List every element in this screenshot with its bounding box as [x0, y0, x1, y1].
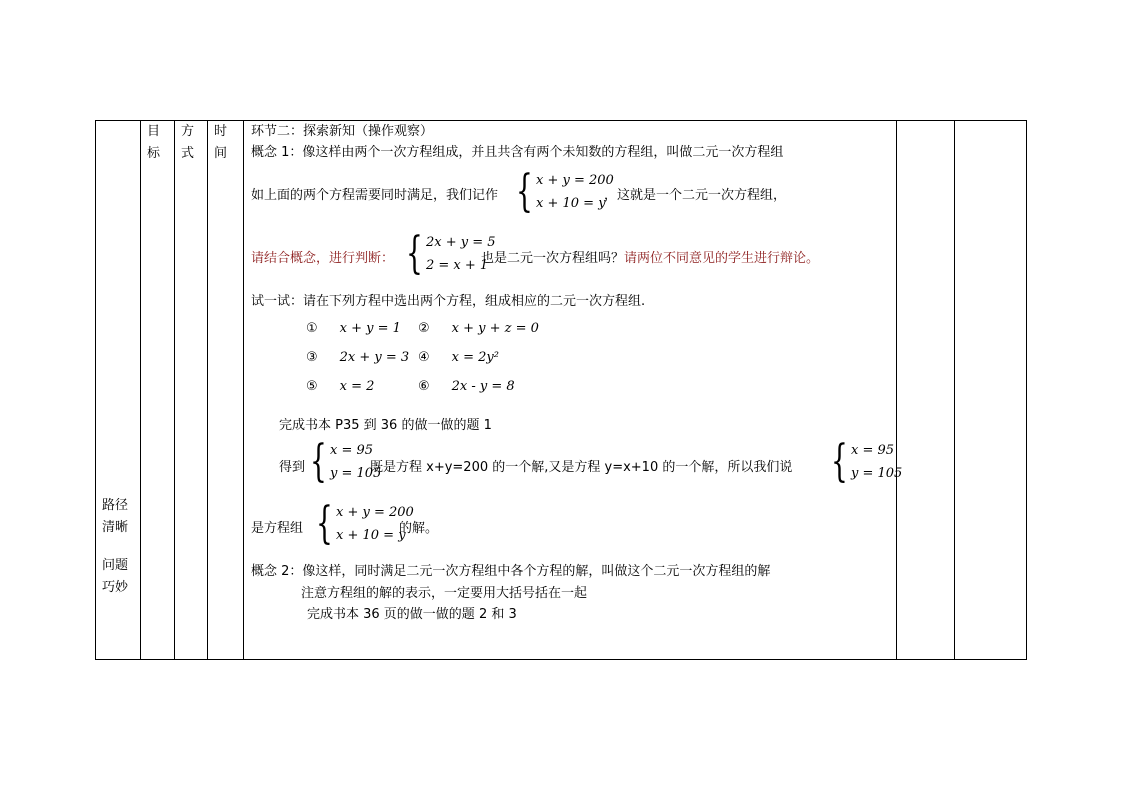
equation: x + 10 = y [336, 528, 406, 543]
header-char: 间 [214, 146, 228, 161]
header-method [181, 121, 194, 165]
side-label: 巧妙 [102, 580, 129, 595]
brace-icon: { [310, 436, 327, 487]
solution-brace-2 [831, 436, 903, 487]
option-equation: x + y = 1 [339, 321, 401, 336]
header-char: 方 [181, 124, 195, 139]
try-instruction: 试一试：请在下列方程中选出两个方程，组成相应的二元一次方程组. [251, 294, 646, 309]
brace-icon: { [831, 436, 848, 487]
equation: 2 = x + 1 [426, 258, 489, 273]
judge-mid: 也是二元一次方程组吗？ [481, 251, 625, 266]
side-labels [102, 495, 128, 599]
brace-icon: { [316, 498, 333, 549]
option-number: ⑥ [418, 379, 430, 394]
option-5 [306, 379, 374, 394]
concept-2: 概念 2：像这样，同时满足二元一次方程组中各个方程的解，叫做这个二元一次方程组的解 [251, 564, 771, 579]
solution-value: x = 95 [851, 443, 895, 458]
brace-icon: { [406, 228, 423, 279]
option-equation: x = 2y² [451, 350, 499, 365]
option-equation: x + y + z = 0 [451, 321, 539, 336]
is-system-prefix: 是方程组 [251, 521, 304, 536]
header-goal [147, 121, 160, 165]
system-outro: ，这就是一个二元一次方程组， [604, 188, 787, 203]
book-task-1: 完成书本 P35 到 36 的做一做的题 1 [279, 418, 492, 433]
option-number: ③ [306, 350, 318, 365]
header-char: 标 [147, 146, 161, 161]
concept-1: 概念 1：像这样由两个一次方程组成，并且共含有两个未知数的方程组，叫做二元一次方程组 [251, 145, 784, 160]
option-number: ① [306, 321, 318, 336]
equation: 2x + y = 5 [426, 235, 496, 250]
header-time [214, 121, 227, 165]
side-label [102, 539, 128, 555]
column-divider [954, 121, 955, 659]
solution-value: y = 105 [330, 466, 382, 481]
side-label: 路径 [102, 498, 129, 513]
option-number: ④ [418, 350, 430, 365]
system-intro: 如上面的两个方程需要同时满足，我们记作 [251, 188, 499, 203]
header-char: 目 [147, 124, 161, 139]
side-label: 清晰 [102, 520, 129, 535]
option-equation: 2x - y = 8 [451, 379, 515, 394]
judge-suffix: 请两位不同意见的学生进行辩论。 [624, 251, 820, 266]
column-divider [140, 121, 141, 659]
option-1 [306, 321, 401, 336]
option-3 [306, 350, 409, 365]
book-task-2: 完成书本 36 页的做一做的题 2 和 3 [307, 607, 517, 622]
option-2 [418, 321, 539, 336]
note-line: 注意方程组的解的表示，一定要用大括号括在一起 [301, 586, 588, 601]
judge-prompt: 请结合概念，进行判断： [251, 251, 395, 266]
get-explanation: 既是方程 x+y=200 的一个解,又是方程 y=x+10 的一个解，所以我们说 [370, 460, 793, 475]
solution-value: x = 95 [330, 443, 374, 458]
header-char: 时 [214, 124, 228, 139]
column-divider [174, 121, 175, 659]
option-number: ⑤ [306, 379, 318, 394]
equation-system-1 [516, 166, 614, 217]
equation: x + y = 200 [536, 173, 614, 188]
equation: x + y = 200 [336, 505, 414, 520]
brace-icon: { [516, 166, 533, 217]
lesson-table [95, 120, 1027, 660]
solution-value: y = 105 [851, 466, 903, 481]
get-prefix: 得到 [279, 460, 306, 475]
equation: x + 10 = y [536, 196, 606, 211]
column-divider [896, 121, 897, 659]
column-divider [207, 121, 208, 659]
is-system-suffix: 的解。 [399, 521, 439, 536]
judge-question [481, 247, 819, 266]
section-heading: 环节二：探索新知（操作观察） [251, 124, 434, 139]
option-6 [418, 379, 515, 394]
option-4 [418, 350, 499, 365]
option-equation: x = 2 [339, 379, 375, 394]
column-divider [243, 121, 244, 659]
header-char: 式 [181, 146, 195, 161]
side-label: 问题 [102, 558, 129, 573]
option-number: ② [418, 321, 430, 336]
option-equation: 2x + y = 3 [339, 350, 410, 365]
